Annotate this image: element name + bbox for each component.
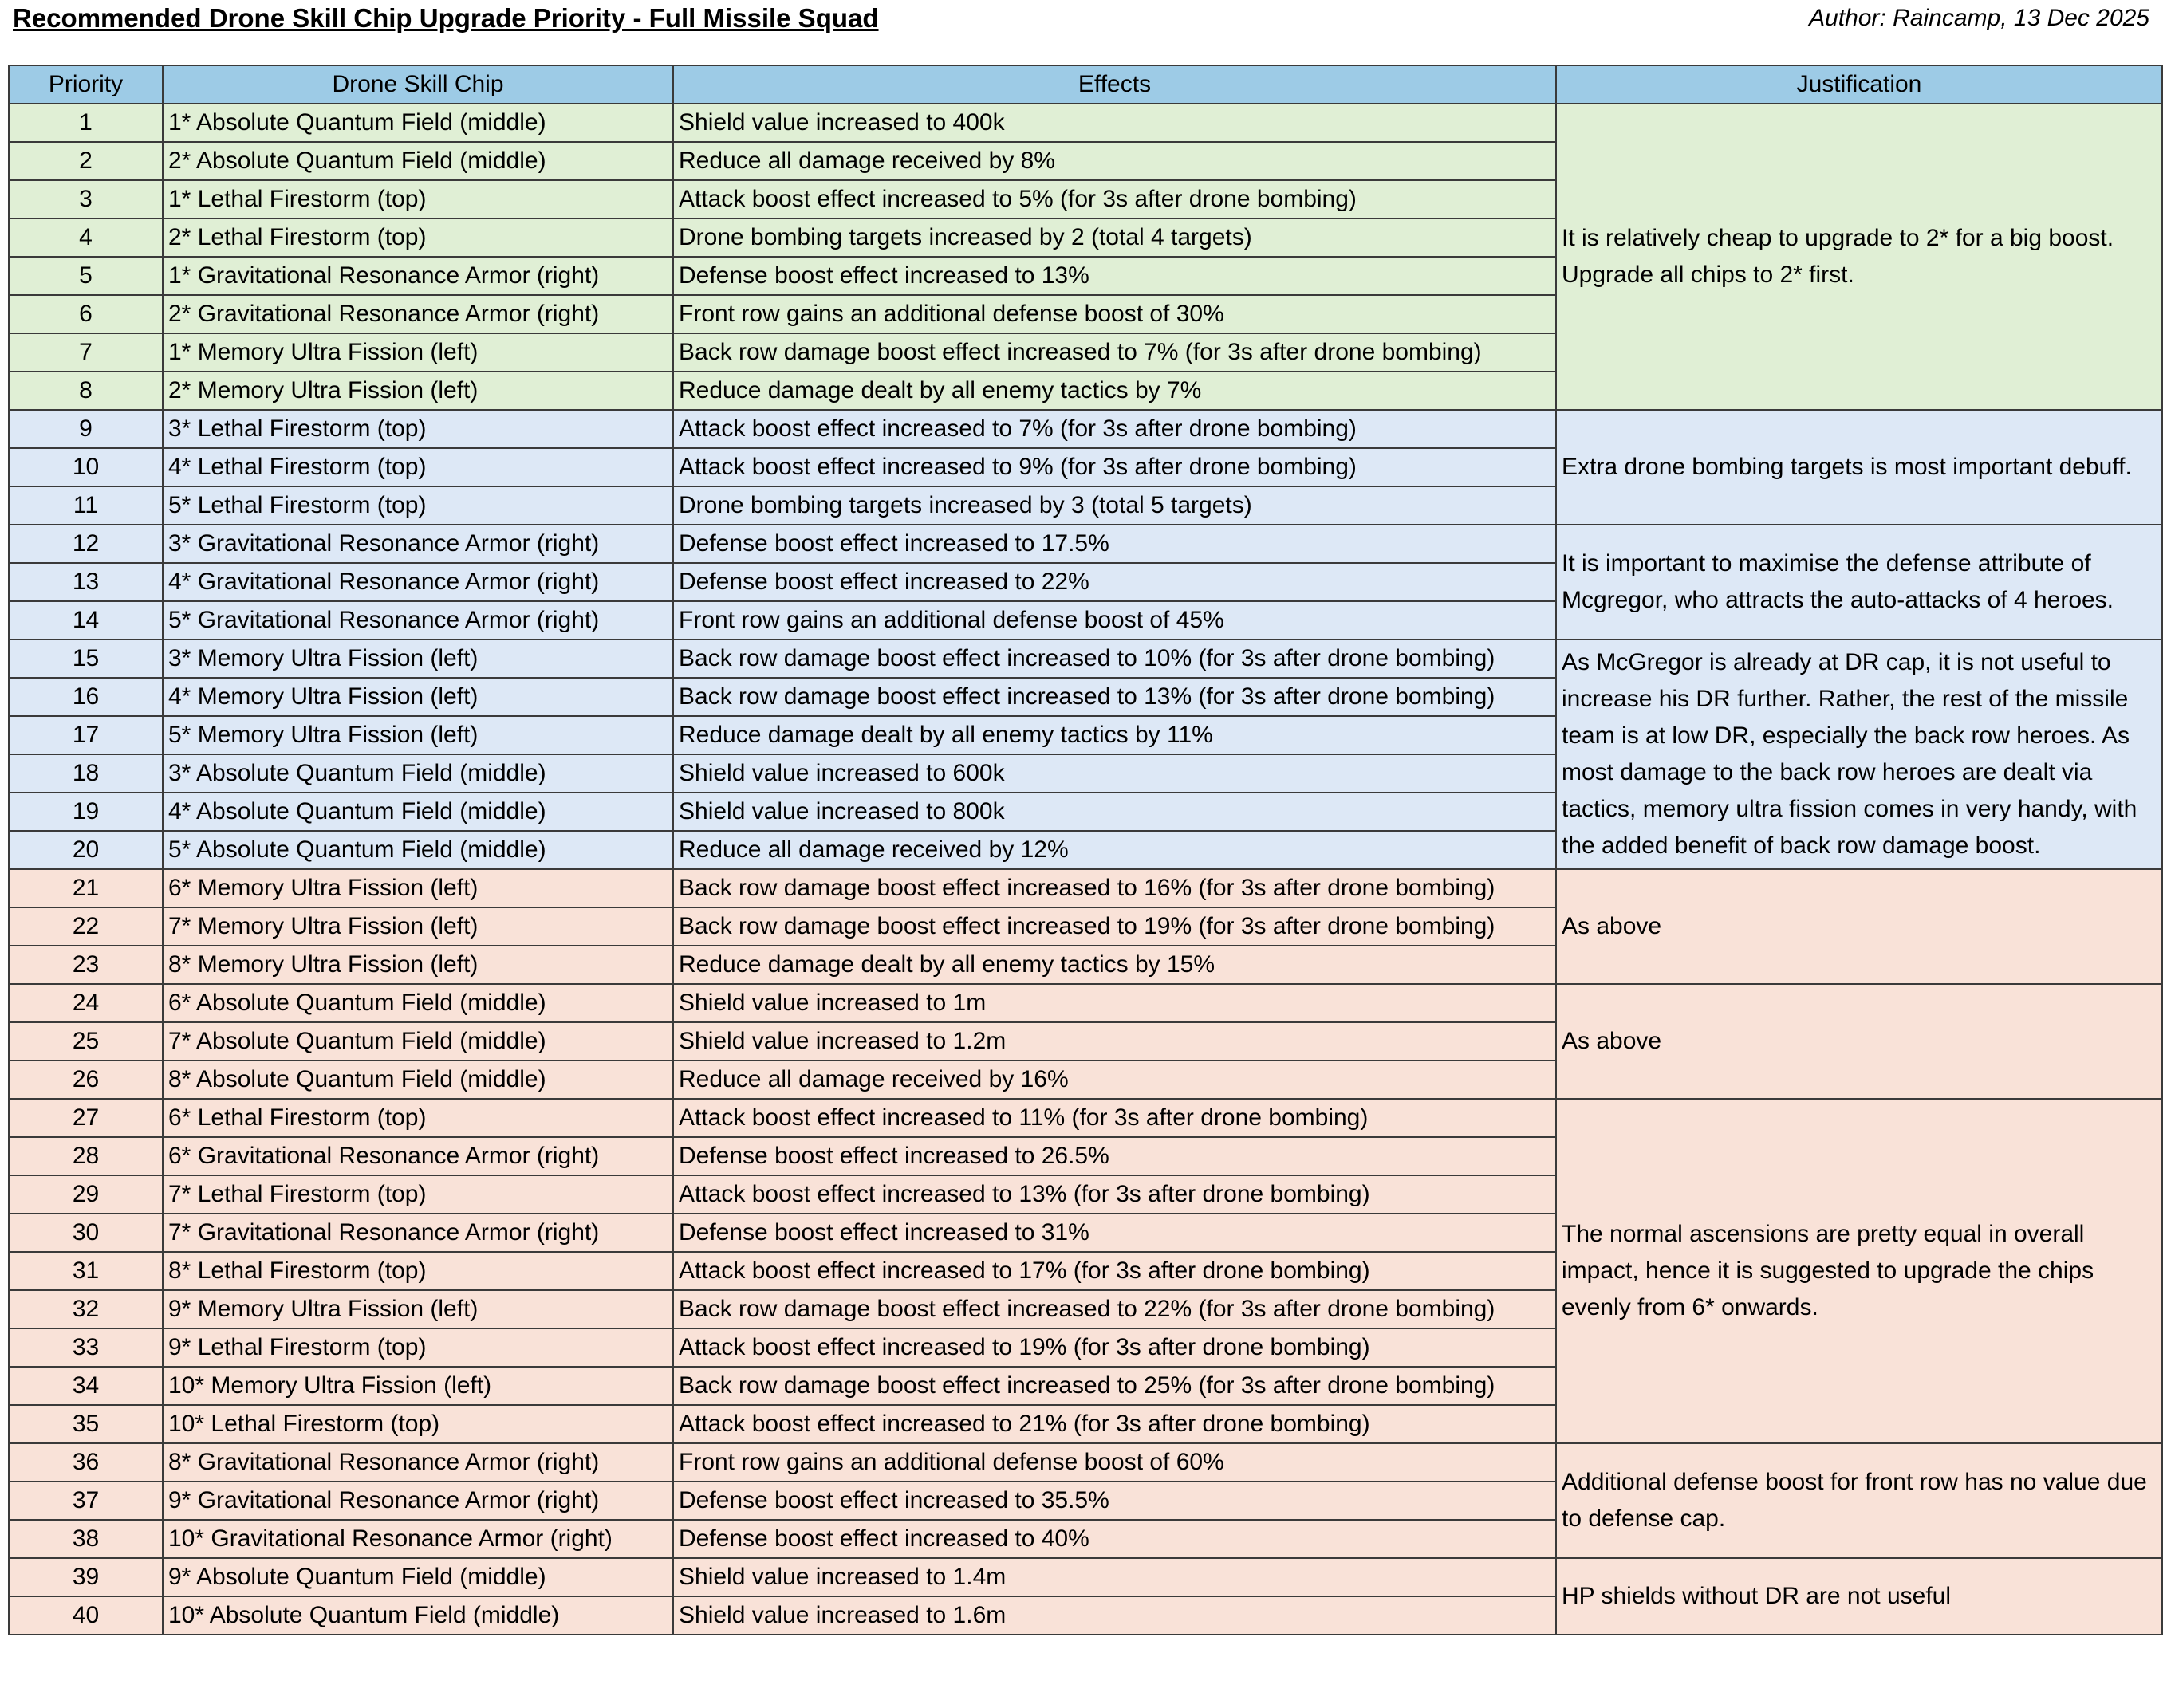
- effect-cell: Defense boost effect increased to 22%: [673, 563, 1556, 601]
- chip-cell: 7* Gravitational Resonance Armor (right): [163, 1214, 673, 1252]
- effect-cell: Back row damage boost effect increased to 16% (for 3s after drone bombing): [673, 869, 1556, 907]
- effect-cell: Back row damage boost effect increased to 19% (for 3s after drone bombing): [673, 907, 1556, 946]
- chip-cell: 1* Gravitational Resonance Armor (right): [163, 257, 673, 295]
- priority-cell: 36: [9, 1443, 163, 1482]
- chip-cell: 7* Memory Ultra Fission (left): [163, 907, 673, 946]
- priority-cell: 28: [9, 1137, 163, 1175]
- header-effects: Effects: [673, 65, 1556, 104]
- justification-cell: The normal ascensions are pretty equal in overall impact, hence it is suggested to upgrade the chips evenly from 6* onwards.: [1556, 1099, 2162, 1443]
- priority-cell: 12: [9, 525, 163, 563]
- chip-cell: 4* Absolute Quantum Field (middle): [163, 793, 673, 831]
- priority-cell: 21: [9, 869, 163, 907]
- priority-table: [8, 65, 2163, 1635]
- effect-cell: Shield value increased to 400k: [673, 104, 1556, 142]
- table-body: [9, 104, 2162, 1635]
- chip-cell: 3* Memory Ultra Fission (left): [163, 640, 673, 678]
- effect-cell: Shield value increased to 1.6m: [673, 1596, 1556, 1635]
- effect-cell: Attack boost effect increased to 5% (for 3s after drone bombing): [673, 180, 1556, 218]
- chip-cell: 5* Gravitational Resonance Armor (right): [163, 601, 673, 640]
- chip-cell: 10* Lethal Firestorm (top): [163, 1405, 673, 1443]
- chip-cell: 4* Gravitational Resonance Armor (right): [163, 563, 673, 601]
- effect-cell: Reduce damage dealt by all enemy tactics by 7%: [673, 372, 1556, 410]
- justification-cell: Extra drone bombing targets is most important debuff.: [1556, 410, 2162, 525]
- effect-cell: Back row damage boost effect increased to 22% (for 3s after drone bombing): [673, 1290, 1556, 1328]
- priority-cell: 24: [9, 984, 163, 1022]
- effect-cell: Attack boost effect increased to 21% (for 3s after drone bombing): [673, 1405, 1556, 1443]
- chip-cell: 8* Memory Ultra Fission (left): [163, 946, 673, 984]
- author-line: Author: Raincamp, 13 Dec 2025: [1809, 5, 2149, 31]
- priority-cell: 19: [9, 793, 163, 831]
- effect-cell: Defense boost effect increased to 17.5%: [673, 525, 1556, 563]
- effect-cell: Shield value increased to 1m: [673, 984, 1556, 1022]
- priority-cell: 16: [9, 678, 163, 716]
- priority-cell: 8: [9, 372, 163, 410]
- chip-cell: 2* Lethal Firestorm (top): [163, 218, 673, 257]
- effect-cell: Attack boost effect increased to 19% (for 3s after drone bombing): [673, 1328, 1556, 1367]
- priority-cell: 29: [9, 1175, 163, 1214]
- chip-cell: 6* Absolute Quantum Field (middle): [163, 984, 673, 1022]
- effect-cell: Reduce all damage received by 12%: [673, 831, 1556, 869]
- priority-cell: 7: [9, 333, 163, 372]
- effect-cell: Back row damage boost effect increased to 13% (for 3s after drone bombing): [673, 678, 1556, 716]
- justification-cell: Additional defense boost for front row has no value due to defense cap.: [1556, 1443, 2162, 1558]
- chip-cell: 9* Absolute Quantum Field (middle): [163, 1558, 673, 1596]
- chip-cell: 7* Lethal Firestorm (top): [163, 1175, 673, 1214]
- header-chip: Drone Skill Chip: [163, 65, 673, 104]
- priority-cell: 14: [9, 601, 163, 640]
- justification-cell: As McGregor is already at DR cap, it is not useful to increase his DR further. Rather, the rest of the missile team is at low DR, especially the back row heroes. As most damage to the back row heroes are dealt via tactics, memory ultra fission comes in very handy, with the added benefit of back row damage boost.: [1556, 640, 2162, 869]
- chip-cell: 2* Gravitational Resonance Armor (right): [163, 295, 673, 333]
- table-row: [9, 104, 2162, 142]
- effect-cell: Attack boost effect increased to 13% (for 3s after drone bombing): [673, 1175, 1556, 1214]
- chip-cell: 4* Memory Ultra Fission (left): [163, 678, 673, 716]
- effect-cell: Shield value increased to 1.4m: [673, 1558, 1556, 1596]
- priority-cell: 1: [9, 104, 163, 142]
- priority-cell: 17: [9, 716, 163, 754]
- effect-cell: Front row gains an additional defense boost of 60%: [673, 1443, 1556, 1482]
- header-justification: Justification: [1556, 65, 2162, 104]
- effect-cell: Front row gains an additional defense boost of 30%: [673, 295, 1556, 333]
- chip-cell: 9* Memory Ultra Fission (left): [163, 1290, 673, 1328]
- chip-cell: 3* Gravitational Resonance Armor (right): [163, 525, 673, 563]
- table-row: [9, 869, 2162, 907]
- chip-cell: 5* Lethal Firestorm (top): [163, 486, 673, 525]
- effect-cell: Reduce all damage received by 16%: [673, 1061, 1556, 1099]
- effect-cell: Defense boost effect increased to 26.5%: [673, 1137, 1556, 1175]
- effect-cell: Reduce all damage received by 8%: [673, 142, 1556, 180]
- effect-cell: Back row damage boost effect increased to 7% (for 3s after drone bombing): [673, 333, 1556, 372]
- chip-cell: 10* Memory Ultra Fission (left): [163, 1367, 673, 1405]
- priority-cell: 5: [9, 257, 163, 295]
- priority-cell: 10: [9, 448, 163, 486]
- effect-cell: Attack boost effect increased to 17% (for 3s after drone bombing): [673, 1252, 1556, 1290]
- priority-cell: 3: [9, 180, 163, 218]
- chip-cell: 8* Lethal Firestorm (top): [163, 1252, 673, 1290]
- chip-cell: 3* Lethal Firestorm (top): [163, 410, 673, 448]
- chip-cell: 10* Gravitational Resonance Armor (right): [163, 1520, 673, 1558]
- priority-cell: 15: [9, 640, 163, 678]
- priority-cell: 35: [9, 1405, 163, 1443]
- effect-cell: Reduce damage dealt by all enemy tactics by 15%: [673, 946, 1556, 984]
- table-row: [9, 1099, 2162, 1137]
- chip-cell: 2* Absolute Quantum Field (middle): [163, 142, 673, 180]
- chip-cell: 8* Gravitational Resonance Armor (right): [163, 1443, 673, 1482]
- effect-cell: Back row damage boost effect increased to 25% (for 3s after drone bombing): [673, 1367, 1556, 1405]
- chip-cell: 1* Memory Ultra Fission (left): [163, 333, 673, 372]
- chip-cell: 6* Gravitational Resonance Armor (right): [163, 1137, 673, 1175]
- page-title: Recommended Drone Skill Chip Upgrade Priority - Full Missile Squad: [13, 3, 879, 33]
- justification-cell: HP shields without DR are not useful: [1556, 1558, 2162, 1635]
- priority-cell: 34: [9, 1367, 163, 1405]
- chip-cell: 3* Absolute Quantum Field (middle): [163, 754, 673, 793]
- priority-cell: 18: [9, 754, 163, 793]
- priority-cell: 2: [9, 142, 163, 180]
- priority-cell: 6: [9, 295, 163, 333]
- chip-cell: 1* Absolute Quantum Field (middle): [163, 104, 673, 142]
- priority-cell: 31: [9, 1252, 163, 1290]
- justification-cell: It is important to maximise the defense attribute of Mcgregor, who attracts the auto-attacks of 4 heroes.: [1556, 525, 2162, 640]
- priority-cell: 39: [9, 1558, 163, 1596]
- effect-cell: Reduce damage dealt by all enemy tactics by 11%: [673, 716, 1556, 754]
- chip-cell: 6* Memory Ultra Fission (left): [163, 869, 673, 907]
- chip-cell: 7* Absolute Quantum Field (middle): [163, 1022, 673, 1061]
- effect-cell: Attack boost effect increased to 9% (for 3s after drone bombing): [673, 448, 1556, 486]
- justification-cell: It is relatively cheap to upgrade to 2* for a big boost. Upgrade all chips to 2* first.: [1556, 104, 2162, 410]
- effect-cell: Defense boost effect increased to 35.5%: [673, 1482, 1556, 1520]
- effect-cell: Defense boost effect increased to 13%: [673, 257, 1556, 295]
- effect-cell: Drone bombing targets increased by 3 (total 5 targets): [673, 486, 1556, 525]
- justification-cell: As above: [1556, 869, 2162, 984]
- chip-cell: 1* Lethal Firestorm (top): [163, 180, 673, 218]
- priority-cell: 23: [9, 946, 163, 984]
- priority-cell: 27: [9, 1099, 163, 1137]
- table-row: [9, 410, 2162, 448]
- chip-cell: 9* Gravitational Resonance Armor (right): [163, 1482, 673, 1520]
- priority-cell: 30: [9, 1214, 163, 1252]
- priority-cell: 26: [9, 1061, 163, 1099]
- priority-cell: 33: [9, 1328, 163, 1367]
- chip-cell: 8* Absolute Quantum Field (middle): [163, 1061, 673, 1099]
- effect-cell: Shield value increased to 800k: [673, 793, 1556, 831]
- chip-cell: 4* Lethal Firestorm (top): [163, 448, 673, 486]
- effect-cell: Shield value increased to 600k: [673, 754, 1556, 793]
- effect-cell: Shield value increased to 1.2m: [673, 1022, 1556, 1061]
- priority-cell: 22: [9, 907, 163, 946]
- chip-cell: 2* Memory Ultra Fission (left): [163, 372, 673, 410]
- priority-cell: 4: [9, 218, 163, 257]
- priority-cell: 11: [9, 486, 163, 525]
- priority-cell: 9: [9, 410, 163, 448]
- table-row: [9, 640, 2162, 678]
- table-row: [9, 1558, 2162, 1596]
- header-row: [9, 65, 2162, 104]
- chip-cell: 5* Absolute Quantum Field (middle): [163, 831, 673, 869]
- justification-cell: As above: [1556, 984, 2162, 1099]
- table-row: [9, 984, 2162, 1022]
- table-row: [9, 1443, 2162, 1482]
- effect-cell: Defense boost effect increased to 40%: [673, 1520, 1556, 1558]
- header-priority: Priority: [9, 65, 163, 104]
- effect-cell: Back row damage boost effect increased to 10% (for 3s after drone bombing): [673, 640, 1556, 678]
- priority-cell: 25: [9, 1022, 163, 1061]
- priority-cell: 37: [9, 1482, 163, 1520]
- chip-cell: 9* Lethal Firestorm (top): [163, 1328, 673, 1367]
- chip-cell: 6* Lethal Firestorm (top): [163, 1099, 673, 1137]
- effect-cell: Drone bombing targets increased by 2 (total 4 targets): [673, 218, 1556, 257]
- priority-cell: 20: [9, 831, 163, 869]
- effect-cell: Attack boost effect increased to 7% (for 3s after drone bombing): [673, 410, 1556, 448]
- effect-cell: Attack boost effect increased to 11% (for 3s after drone bombing): [673, 1099, 1556, 1137]
- priority-cell: 38: [9, 1520, 163, 1558]
- chip-cell: 5* Memory Ultra Fission (left): [163, 716, 673, 754]
- table-row: [9, 525, 2162, 563]
- priority-cell: 40: [9, 1596, 163, 1635]
- effect-cell: Defense boost effect increased to 31%: [673, 1214, 1556, 1252]
- chip-cell: 10* Absolute Quantum Field (middle): [163, 1596, 673, 1635]
- effect-cell: Front row gains an additional defense boost of 45%: [673, 601, 1556, 640]
- priority-cell: 32: [9, 1290, 163, 1328]
- priority-cell: 13: [9, 563, 163, 601]
